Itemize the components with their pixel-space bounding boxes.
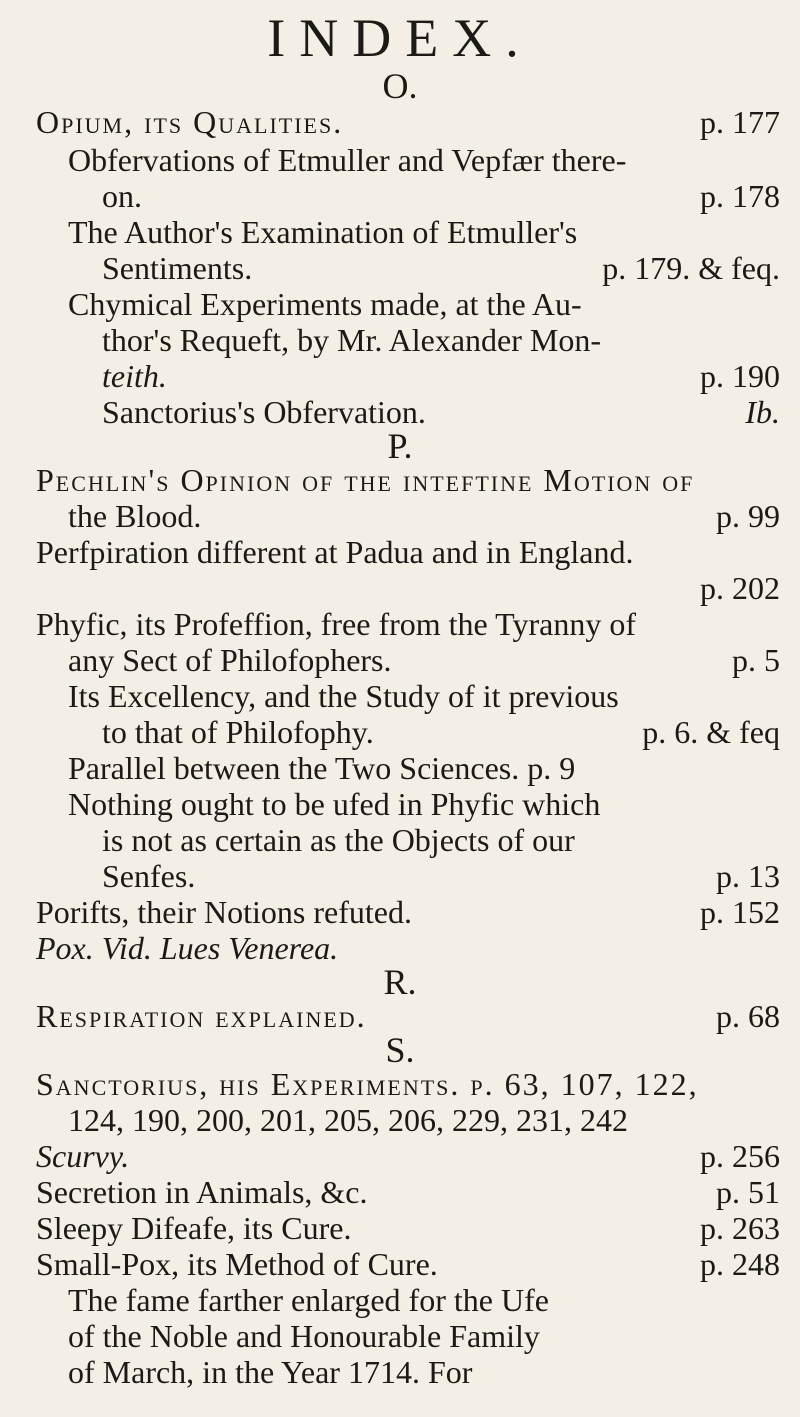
index-entry: Secretion in Animals, &c. p. 51 [36,1174,780,1210]
index-entry: to that of Philofophy. p. 6. & feq [102,714,780,750]
page-ref: p. 68 [716,998,780,1034]
index-entry: thor's Requeft, by Mr. Alexander Mon- [102,322,602,358]
index-entry: Senfes. p. 13 [102,858,780,894]
index-entry: Obfervations of Etmuller and Vepfær there- [68,142,627,178]
index-entry: The Author's Examination of Etmuller's [68,214,578,250]
section-letter-s: S. [385,1030,415,1070]
page-ref: p. 152 [700,894,780,930]
page-ref: p. 179. & feq. [602,250,780,286]
page-ref: p. 6. & feq [642,714,780,750]
index-entry: teith. p. 190 [102,358,780,394]
index-entry: Sanctorius, his Experiments. p. 63, 107, 122, [36,1066,699,1102]
section-letter-p: P. [387,426,413,466]
section-letter-r: R. [383,962,417,1002]
index-entry: Pox. Vid. Lues Venerea. [36,930,339,966]
index-entry: Nothing ought to be ufed in Phyfic which [68,786,601,822]
index-entry: Respiration explained. p. 68 [36,998,780,1034]
index-entry: Scurvy. p. 256 [36,1138,780,1174]
index-entry: any Sect of Philofophers. p. 5 [68,642,780,678]
index-entry: Pechlin's Opinion of the inteftine Motion of [36,462,695,498]
page-ref: p. 190 [700,358,780,394]
index-entry: of March, in the Year 1714. For [68,1354,473,1390]
index-entry: is not as certain as the Objects of our [102,822,575,858]
page-ref: p. 51 [716,1174,780,1210]
page-ref: p. 248 [700,1246,780,1282]
index-entry: of the Noble and Honourable Family [68,1318,540,1354]
page-ref: p. 263 [700,1210,780,1246]
page-title: INDEX. [267,8,533,68]
page-ref: p. 178 [700,178,780,214]
page-ref: p. 5 [732,642,780,678]
index-entry: Sentiments. p. 179. & feq. [102,250,780,286]
index-entry: Sleepy Difeafe, its Cure. p. 263 [36,1210,780,1246]
page-ref: Ib. [745,394,780,430]
index-entry: Perfpiration different at Padua and in England. [36,534,634,570]
index-entry: Chymical Experiments made, at the Au- [68,286,582,322]
page-ref: p. 256 [700,1138,780,1174]
page-ref: p. 99 [716,498,780,534]
index-entry: Phyfic, its Profeffion, free from the Tyranny of [36,606,636,642]
index-entry: Porifts, their Notions refuted. p. 152 [36,894,780,930]
index-entry: The fame farther enlarged for the Ufe [68,1282,549,1318]
page-ref: p. 202 [700,570,780,606]
section-letter-o: O. [382,66,418,106]
index-entry: on. p. 178 [102,178,780,214]
index-entry: Opium, its Qualities. p. 177 [36,104,780,140]
index-entry: 124, 190, 200, 201, 205, 206, 229, 231, 242 [68,1102,628,1138]
page-ref: p. 13 [716,858,780,894]
index-entry: Sanctorius's Obfervation. Ib. [102,394,780,430]
index-entry: Its Excellency, and the Study of it previous [68,678,619,714]
index-entry: Small-Pox, its Method of Cure. p. 248 [36,1246,780,1282]
index-entry: Parallel between the Two Sciences. p. 9 [68,750,576,786]
index-entry: the Blood. p. 99 [68,498,780,534]
page-ref: p. 177 [700,104,780,140]
